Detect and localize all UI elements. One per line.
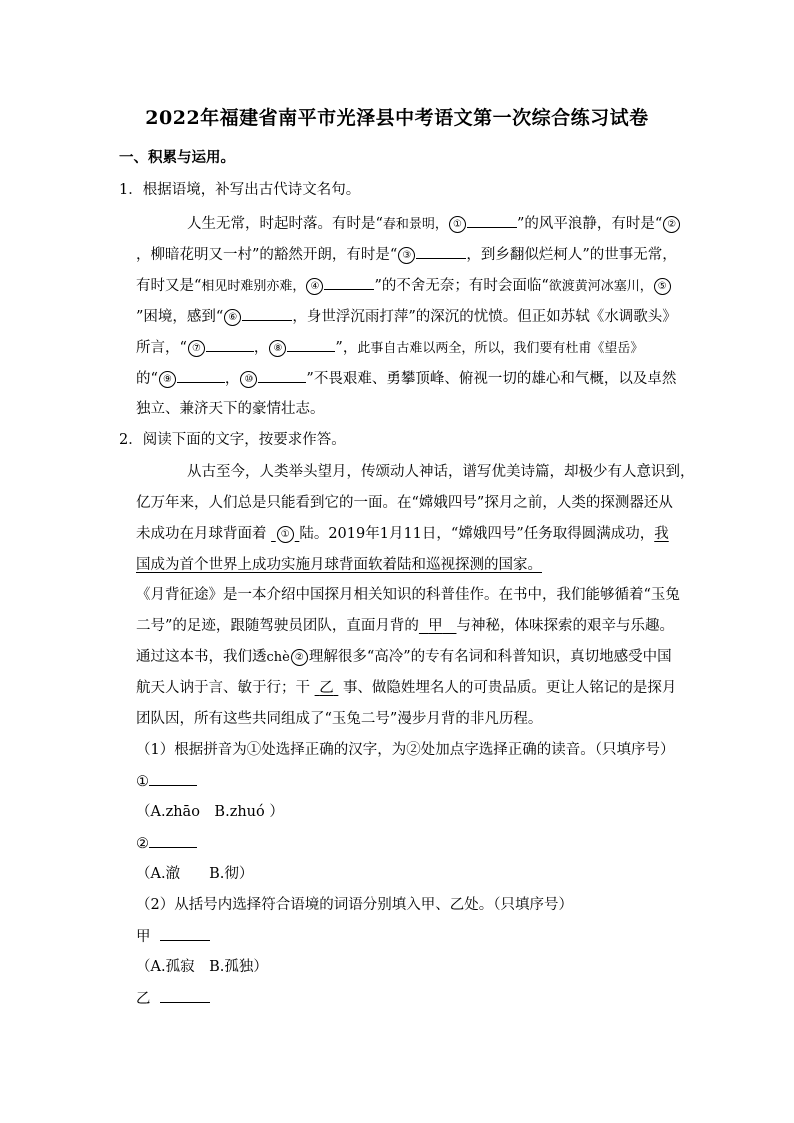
answer-2-row: ②	[136, 833, 197, 854]
mark-7: ⑦	[188, 340, 205, 357]
passage-mark-2: ②	[291, 649, 308, 666]
sub-question-1: （1）根据拼音为①处选择正确的汉字，为②处加点字选择正确的读音。（只填序号）	[136, 742, 675, 758]
blank-4[interactable]	[324, 275, 374, 290]
answer-2-blank[interactable]	[149, 833, 197, 848]
q2-passage-line-9: 团队因，所有这些共同组成了“玉兔二号”漫步月背的非凡历程。	[136, 711, 543, 727]
answer-1-blank[interactable]	[149, 771, 197, 786]
mark-9: ⑨	[159, 371, 176, 388]
q2-passage-line-7: 通过这本书，我们透chè ② 理解很多“高冷”的专有名词和科普知识，真切地感受中国	[136, 649, 672, 665]
q2-passage-line-5: 《月背征途》是一本介绍中国探月相关知识的科普佳作。在书中，我们能够循着“玉兔	[136, 587, 680, 603]
mark-3: ③	[398, 247, 415, 264]
mark-8: ⑧	[269, 340, 286, 357]
blank-10[interactable]	[258, 368, 306, 383]
mark-2: ②	[663, 216, 680, 233]
q1-line-6: 的“ ⑨ ， ⑩ ”不畏艰难、勇攀顶峰、俯视一切的雄心和气概，以及卓然	[136, 368, 676, 389]
blank-9[interactable]	[177, 368, 225, 383]
q2-passage-line-3: 未成功在月球背面着 ① 陆。2019年1月11日，“嫦娥四号”任务取得圆满成功，我	[136, 526, 669, 542]
pinyin-che: chè	[266, 650, 290, 665]
q1-line-2: ，柳暗花明又一村”的豁然开朗，有时是“ ③ ，到乡翻似烂柯人”的世事无常，	[136, 244, 677, 265]
q2-passage-line-8: 航天人讷于言、敏于行；干 乙 事、做隐姓埋名人的可贵品质。更让人铭记的是探月	[136, 680, 677, 696]
mark-1: ①	[449, 216, 466, 233]
q2-passage-line-2: 亿万年来，人们总是只能看到它的一面。在“嫦娥四号”探月之前，人类的探测器还从	[136, 495, 673, 511]
q2-passage-line-1: 从古至今，人类举头望月，传颂动人神话，谱写优美诗篇，却极少有人意识到，	[187, 464, 695, 480]
options-3: （A.孤寂 B.孤独）	[136, 959, 268, 975]
underlined-sentence-start: 我	[654, 526, 669, 542]
options-1: （A.zhāo B.zhuó ）	[136, 804, 284, 820]
page-title: 2022年福建省南平市光泽县中考语文第一次综合练习试卷	[145, 107, 649, 129]
q2-passage-line-4-underlined: 国成为首个世界上成功实施月球背面软着陆和巡视探测的国家。	[136, 557, 542, 573]
sub-question-2: （2）从括号内选择符合语境的词语分别填入甲、乙处。（只填序号）	[136, 897, 573, 913]
q1-line-3: 有时又是“相见时难别亦难， ④ ”的不舍无奈；有时会面临“欲渡黄河冰塞川， ⑤	[136, 275, 672, 297]
q2-passage-line-6: 二号”的足迹，跟随驾驶员团队，直面月背的 甲 与神秘，体味探索的艰辛与乐趣。	[136, 618, 674, 634]
blank-8[interactable]	[287, 337, 335, 352]
section-heading: 一、积累与运用。	[119, 149, 235, 166]
blank-6[interactable]	[242, 306, 292, 321]
q1-line-4: ”困境，感到“ ⑥ ，身世浮沉雨打萍”的深沉的忧愤。但正如苏轼《水调歌头》	[136, 306, 677, 327]
blank-3[interactable]	[416, 244, 466, 259]
blank-7[interactable]	[206, 337, 254, 352]
mark-5: ⑤	[654, 278, 671, 295]
mark-4: ④	[306, 278, 323, 295]
answer-jia-blank[interactable]	[160, 926, 210, 941]
passage-mark-1: ①	[277, 526, 294, 543]
mark-6: ⑥	[224, 309, 241, 326]
answer-jia-row: 甲	[136, 926, 210, 947]
options-2: （A.澈 B.彻）	[136, 866, 254, 882]
mark-10: ⑩	[240, 371, 257, 388]
blank-jia: 甲	[428, 618, 443, 634]
q1-stem: 1．根据语境，补写出古代诗文名句。	[119, 182, 361, 198]
q2-stem: 2．阅读下面的文字，按要求作答。	[119, 432, 346, 448]
q1-line-1: 人生无常，时起时落。有时是“春和景明， ① ”的风平浪静，有时是“ ②	[187, 213, 681, 235]
q1-line-5: 所言，“ ⑦ ， ⑧ ”，此事自古难以两全，所以，我们要有杜甫《望岳》	[136, 337, 643, 359]
answer-yi-row: 乙	[136, 988, 210, 1009]
blank-yi: 乙	[319, 680, 334, 696]
answer-1-row: ①	[136, 771, 197, 792]
blank-1[interactable]	[467, 213, 517, 228]
q1-line-7: 独立、兼济天下的豪情壮志。	[136, 401, 325, 417]
answer-yi-blank[interactable]	[160, 988, 210, 1003]
